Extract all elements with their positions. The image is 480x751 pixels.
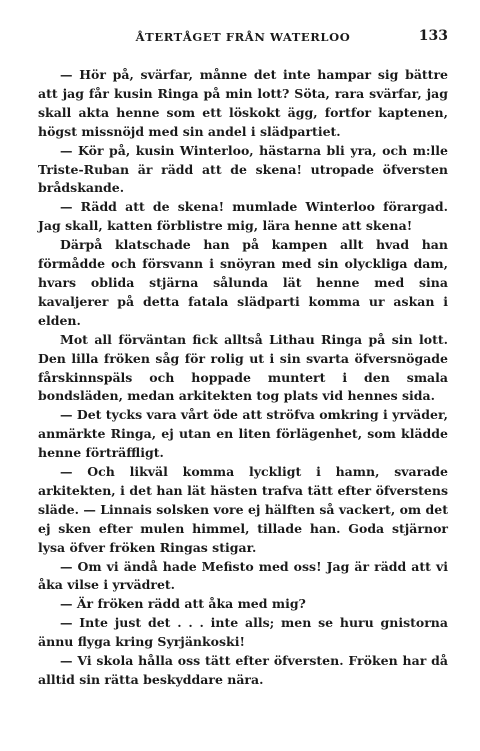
page-number: 133 <box>418 28 448 44</box>
paragraph: — Är fröken rädd att åka med mig? <box>60 596 306 612</box>
paragraph: — Inte just det . . . inte alls; men se huru gnistorna ännu flyga kring Syrjänkoski! <box>38 615 448 650</box>
paragraph: — Hör på, svärfar, månne det inte hampar sig bättre att jag får kusin Ringa på min lott? Söta, rara svärfar, jag skall akta henne som ett löskokt ägg, fortfor kaptenen, högst missnöjd med sin andel i slädpartiet. <box>38 67 448 139</box>
body-text <box>38 66 448 690</box>
running-head: ÅTERTÅGET FRÅN WATERLOO <box>135 30 351 44</box>
paragraph: — Rädd att de skena! mumlade Winterloo förargad. Jag skall, katten förblistre mig, lära henne att skena! <box>38 199 448 234</box>
paragraph: — Vi skola hålla oss tätt efter öfversten. Fröken har då alltid sin rätta beskyddare nära. <box>38 653 448 687</box>
paragraph: Mot all förväntan fick alltså Lithau Ringa på sin lott. Den lilla fröken såg för rolig ut i sin svarta öfversnögade fårskinnspäls och hoppade muntert i den smala bondsläden, medan arkitekten tog plats vid hennes sida. <box>38 331 448 404</box>
paragraph: — Och likväl komma lyckligt i hamn, svarade arkitekten, i det han lät hästen trafva tätt efter öfverstens släde. — Linnais solsken vore ej hälften så vackert, om det ej sken efter mulen himmel, tillade han. Goda stjärnor lysa öfver fröken Ringas stigar. <box>38 464 448 555</box>
page-header <box>38 26 448 48</box>
book-page <box>38 26 448 690</box>
paragraph: — Kör på, kusin Winterloo, hästarna bli yra, och m:lle Triste-Ruban är rädd att de skena! utropade öfversten brådskande. <box>38 142 448 196</box>
paragraph: — Det tycks vara vårt öde att ströfva omkring i yrväder, anmärkte Ringa, ej utan en liten förlägenhet, som klädde henne förträffligt. <box>38 407 448 461</box>
paragraph: Därpå klatschade han på kampen allt hvad han förmådde och försvann i snöyran med sin olyckliga dam, hvars oblida stjärna sålunda lät henne med sina kavaljerer på detta fatala slädparti komma ur askan i elden. <box>38 237 448 328</box>
paragraph: — Om vi ändå hade Mefisto med oss! Jag är rädd att vi åka vilse i yrvädret. <box>38 558 448 593</box>
